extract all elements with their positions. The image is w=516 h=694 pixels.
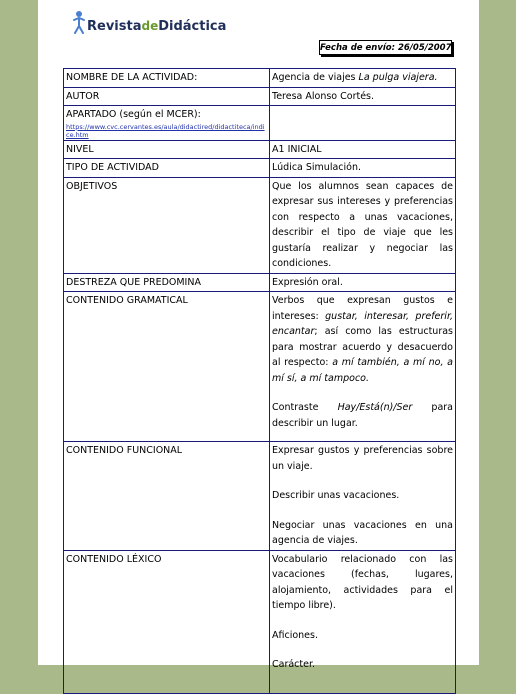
label-destreza: DESTREZA QUE PREDOMINA [64,273,270,292]
label-autor: AUTOR [64,87,270,106]
gramatical-contraste: Contraste [272,402,338,413]
row-autor [64,87,456,106]
gramatical-paragraph-2 [272,400,453,431]
value-funcional [270,442,456,551]
row-apartado [64,106,456,141]
funcional-paragraph-3: Negociar unas vacaciones en una agencia de viajes. [272,519,453,546]
value-autor: Teresa Alonso Cortés. [270,87,456,106]
apartado-link[interactable]: https://www.cvc.cervantes.es/aula/didactired/didactiteca/indice.htm [66,122,265,139]
gramatical-text-c: ; así como las estructuras para mostrar acuerdo y desacuerdo al respecto: [272,326,453,368]
row-lexico [64,550,456,693]
label-gramatical: CONTENIDO GRAMATICAL [64,292,270,442]
row-nombre [64,69,456,88]
logo-text-de: de [141,19,159,33]
lexico-paragraph-2: Aficiones. [272,629,318,641]
value-lexico [270,550,456,693]
row-funcional [64,442,456,551]
spacer [272,386,453,400]
lexico-paragraph-3: Carácter. [272,659,316,670]
value-objetivos: Que los alumnos sean capaces de expresar sus intereses y preferencias con respecto a unas vacaciones, describir el tipo de viaje que les gustaría realizar y negociar las condiciones. [270,177,456,273]
label-lexico: CONTENIDO LÉXICO [64,550,270,693]
lexico-paragraph-1: Vocabulario relacionado con las vacaciones (fechas, lugares, alojamiento, actividades para el tiempo libre). [272,553,453,611]
funcional-paragraph-2: Describir unas vacaciones. [272,490,400,501]
row-objetivos [64,177,456,273]
value-destreza: Expresión oral. [270,273,456,292]
value-gramatical [270,292,456,442]
label-apartado-cell [64,106,270,141]
label-nombre: NOMBRE DE LA ACTIVIDAD: [64,69,270,88]
gramatical-paragraph-1 [272,293,453,386]
gramatical-describir: para describir un lugar. [272,402,453,429]
row-nivel [64,140,456,159]
row-tipo [64,159,456,178]
spacer [272,643,453,657]
value-apartado [270,106,456,141]
label-nivel: NIVEL [64,140,270,159]
value-nivel: A1 INICIAL [270,140,456,159]
gramatical-expressions: a mí también, a mí no, a mí sí, a mí tampoco. [272,357,453,384]
value-nombre [270,69,456,88]
label-apartado: APARTADO (según el MCER): [66,109,201,120]
label-objetivos: OBJETIVOS [64,177,270,273]
spacer [272,614,453,628]
row-gramatical [64,292,456,442]
gramatical-hay-esta-ser: Hay/Está(n)/Ser [337,402,413,413]
row-destreza [64,273,456,292]
journal-logo [72,10,226,34]
logo-text [87,19,226,34]
spacer [272,504,453,518]
document-page [38,0,479,670]
gramatical-text-a: Verbos que expresan gustos e intereses: [272,295,453,322]
value-nombre-plain: Agencia de viajes [272,72,359,83]
label-funcional: CONTENIDO FUNCIONAL [64,442,270,551]
gramatical-verbs: gustar, interesar, preferir, encantar [272,310,453,337]
logo-text-revista: Revista [87,19,142,34]
value-tipo: Lúdica Simulación. [270,159,456,178]
stick-figure-icon [72,10,86,34]
value-nombre-italic: La pulga viajera. [358,72,438,83]
submission-date: Fecha de envío: 26/05/2007 [319,40,452,55]
spacer [272,474,453,488]
funcional-paragraph-1: Expresar gustos y preferencias sobre un viaje. [272,445,453,472]
logo-text-didactica: Didáctica [158,19,227,34]
label-tipo: TIPO DE ACTIVIDAD [64,159,270,178]
activity-table [63,68,456,694]
